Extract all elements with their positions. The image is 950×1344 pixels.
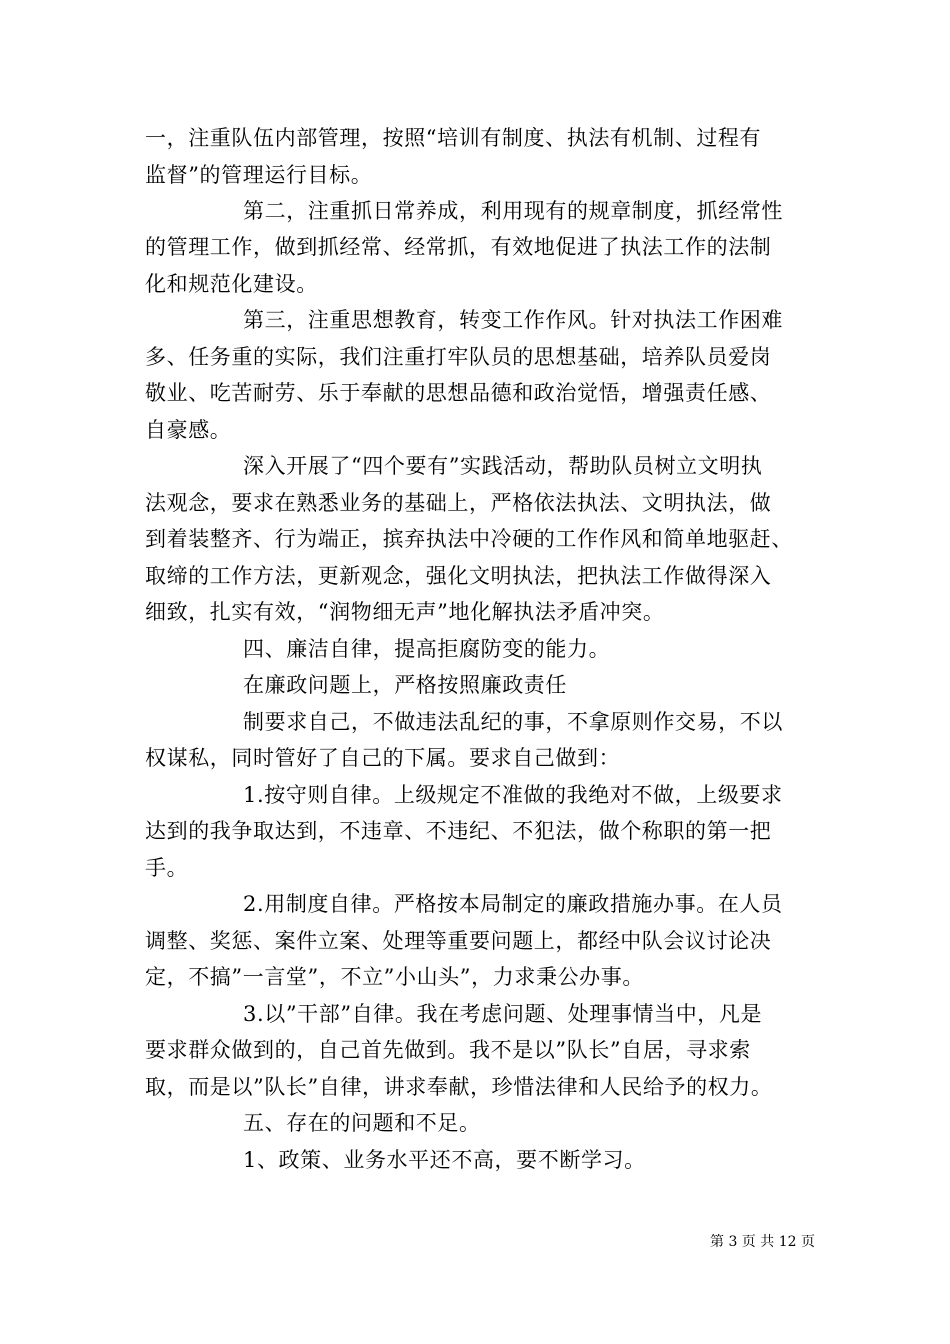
text-line: 手。 <box>145 856 189 880</box>
text-line: 深入开展了“四个要有”实践活动，帮助队员树立文明执 <box>243 454 763 478</box>
text-line: 一，注重队伍内部管理，按照“培训有制度、执法有机制、过程有 <box>145 126 762 150</box>
text-line: 要求群众做到的，自己首先做到。我不是以”队长”自居，寻求索 <box>145 1038 751 1062</box>
section-heading: 四、廉洁自律，提高拒腐防变的能力。 <box>243 637 611 661</box>
text-line: 法观念，要求在熟悉业务的基础上，严格依法执法、文明执法，做 <box>145 491 772 515</box>
text-line: 达到的我争取达到，不违章、不违纪、不犯法，做个称职的第一把 <box>145 819 772 843</box>
text-line: 到着装整齐、行为端正，摈弃执法中冷硬的工作作风和简单地驱赶、 <box>145 527 793 551</box>
text-line: 调整、奖惩、案件立案、处理等重要问题上，都经中队会议讨论决 <box>145 929 772 953</box>
page-number-footer: 第 3 页 共 12 页 <box>710 1234 815 1250</box>
text-line: 多、任务重的实际，我们注重打牢队员的思想基础，培养队员爱岗 <box>145 345 772 369</box>
section-heading: 五、存在的问题和不足。 <box>243 1111 481 1135</box>
text-line: 1.按守则自律。上级规定不准做的我绝对不做，上级要求 <box>243 783 783 807</box>
text-line: 化和规范化建设。 <box>145 272 318 296</box>
text-line: 2.用制度自律。严格按本局制定的廉政措施办事。在人员 <box>243 892 783 916</box>
text-line: 的管理工作，做到抓经常、经常抓，有效地促进了执法工作的法制 <box>145 235 772 259</box>
text-line: 取，而是以”队长”自律，讲求奉献，珍惜法律和人民给予的权力。 <box>145 1075 773 1099</box>
text-line: 监督”的管理运行目标。 <box>145 163 373 187</box>
text-line: 在廉政问题上，严格按照廉政责任 <box>243 673 567 697</box>
text-line: 第三，注重思想教育，转变工作作风。针对执法工作困难 <box>243 308 783 332</box>
text-line: 定，不搞”一言堂”，不立”小山头”，力求秉公办事。 <box>145 965 644 989</box>
text-line: 1、政策、业务水平还不高，要不断学习。 <box>243 1148 646 1172</box>
text-line: 取缔的工作方法，更新观念，强化文明执法，把执法工作做得深入 <box>145 564 772 588</box>
text-line: 3.以”干部”自律。我在考虑问题、处理事情当中，凡是 <box>243 1002 763 1026</box>
text-line: 第二，注重抓日常养成，利用现有的规章制度，抓经常性 <box>243 199 783 223</box>
text-line: 自豪感。 <box>145 418 232 442</box>
text-line: 制要求自己，不做违法乱纪的事，不拿原则作交易，不以 <box>243 710 783 734</box>
text-line: 权谋私，同时管好了自己的下属。要求自己做到： <box>145 746 621 770</box>
text-line: 敬业、吃苦耐劳、乐于奉献的思想品德和政治觉悟，增强责任感、 <box>145 381 772 405</box>
text-line: 细致，扎实有效，“润物细无声”地化解执法矛盾冲突。 <box>145 600 665 624</box>
